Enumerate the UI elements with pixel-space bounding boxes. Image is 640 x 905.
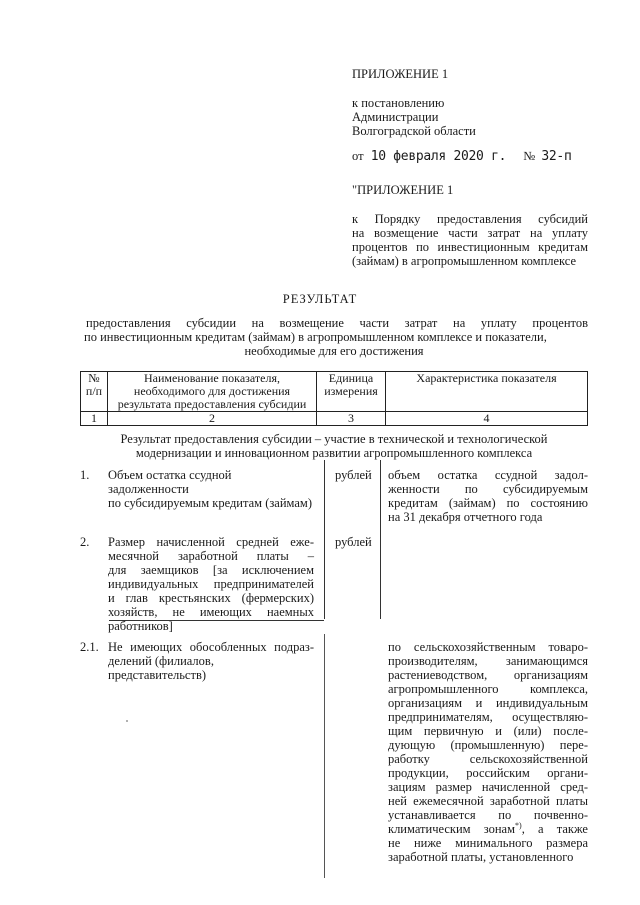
row2-unit: рублей [335,535,372,549]
row21-name-line-1: Не имеющих обособленных подраз- [108,640,314,654]
row21-char-line-7: щим первичную и (или) после- [388,724,588,738]
row2-name-line-3: для заемщиков [за исключением [108,563,314,577]
header-char: Характеристика показателя [416,371,557,385]
row2-name [108,535,314,633]
order-line-4: (займам) в агропромышленном комплексе [352,254,577,268]
row1-number: 1. [80,468,90,482]
row21-char-line-5: организациям и индивидуальным [388,696,588,710]
header-unit-cell [317,372,386,412]
row1-characteristic [388,468,588,524]
row1-name [108,468,314,510]
col-number-4: 4 [386,412,588,426]
section-heading-2: модернизации и инновационном развитии агропромышленного комплекса [135,446,533,460]
header-char-cell [386,372,588,412]
row2-number: 2. [80,535,90,549]
header-unit-1: Единица [328,371,374,385]
to-resolution-line: к постановлению [352,96,445,110]
section-heading-1: Результат предоставления субсидии – участие в технической и технологической [120,432,548,446]
row21-characteristic [388,640,588,864]
col-number-2: 2 [108,412,317,426]
row2-name-line-5: и глав крестьянских (фермерских) [108,591,314,605]
order-line-1: к Порядку предоставления субсидий [352,212,588,226]
column-rule-name-unit [324,460,325,619]
row21-char-line-15: не ниже минимального размера [388,836,588,850]
header-name-3: результата предоставления субсидии [117,397,307,411]
row21-char-line-2: производителям, занимающимся [388,654,588,668]
result-subtitle-3: необходимые для его достижения [244,344,424,358]
number-prefix: № [523,149,536,163]
header-num-2: п/п [85,384,103,398]
row21-char-line-14-tail: , а также [521,822,588,836]
number-value: 32-п [541,149,572,164]
region-line: Волгоградской области [352,124,476,138]
row21-char-line-9: работку сельскохозяйственной [388,752,588,766]
appendix2-title: "ПРИЛОЖЕНИЕ 1 [352,183,454,197]
row21-char-line-14 [388,822,588,836]
col-number-3: 3 [317,412,386,426]
row1-char-line-3: кредитам (займам) по состоянию [388,496,588,510]
appendix-title: ПРИЛОЖЕНИЕ 1 [352,67,449,81]
col-number-1: 1 [81,412,108,426]
indicator-table-header [80,371,588,426]
scan-dot [126,720,128,722]
header-name-cell [108,372,317,412]
row1-char-line-2: женности по субсидируемым [388,482,588,496]
row21-char-line-4: агропромышленного комплекса, [388,682,588,696]
row2-name-line-7: работников] [108,619,173,633]
column-rule-lower [324,634,325,878]
row1-unit: рублей [335,468,372,482]
result-subtitle-2: по инвестиционным кредитам (займам) в агропромышленном комплексе и показатели, [84,330,547,344]
administration-line: Администрации [352,110,439,124]
row21-char-line-11: зациям размер начисленной сред- [388,780,588,794]
row1-name-line-1: Объем остатка ссудной задолженности [108,468,232,496]
row1-char-line-1: объем остатка ссудной задол- [388,468,588,482]
row1-char-line-4: на 31 декабря отчетного года [388,510,543,524]
row2-name-line-4: индивидуальных предпринимателей [108,577,314,591]
row21-char-line-13: устанавливается по почвенно- [388,808,588,822]
row21-char-line-14-text: климатическим зонам [388,822,516,836]
header-name-1: Наименование показателя, [144,371,280,385]
row21-char-line-3: растениеводством, организациям [388,668,588,682]
date-prefix: от [352,149,364,163]
row2-name-line-2: месячной заработной платы – [108,549,314,563]
footnote-mark: *) [515,820,522,830]
header-name-2: необходимого для достижения [133,384,291,398]
header-unit-2: измерения [324,384,378,398]
row21-char-line-12: ней ежемесячной заработной платы [388,794,588,808]
order-line-3: процентов по инвестиционным кредитам [352,240,588,254]
row21-name-line-2: делений (филиалов, представительств) [108,654,214,682]
row1-name-line-2: по субсидируемым кредитам (займам) [108,496,312,510]
row21-char-line-8: дующую (промышленную) пере- [388,738,588,752]
resolution-date-line [352,149,571,164]
row21-char-line-10: продукции, российским органи- [388,766,588,780]
row21-name [108,640,314,682]
result-title: РЕЗУЛЬТАТ [282,292,358,306]
row21-char-line-6: предпринимателям, осуществляю- [388,710,588,724]
row21-number: 2.1. [80,640,99,654]
row2-name-line-1: Размер начисленной средней еже- [108,535,314,549]
header-num-cell [81,372,108,412]
row21-char-line-16: заработной платы, установленного [388,850,574,864]
date-value: 10 февраля 2020 г. [370,149,507,164]
header-num-1: № [88,371,100,385]
order-line-2: на возмещение части затрат на уплату [352,226,588,240]
row21-char-line-1: по сельскохозяйственным товаро- [388,640,588,654]
row2-name-line-6: хозяйств, не имеющих наемных [108,605,314,619]
result-subtitle-1: предоставления субсидии на возмещение части затрат на уплату процентов [86,316,588,330]
